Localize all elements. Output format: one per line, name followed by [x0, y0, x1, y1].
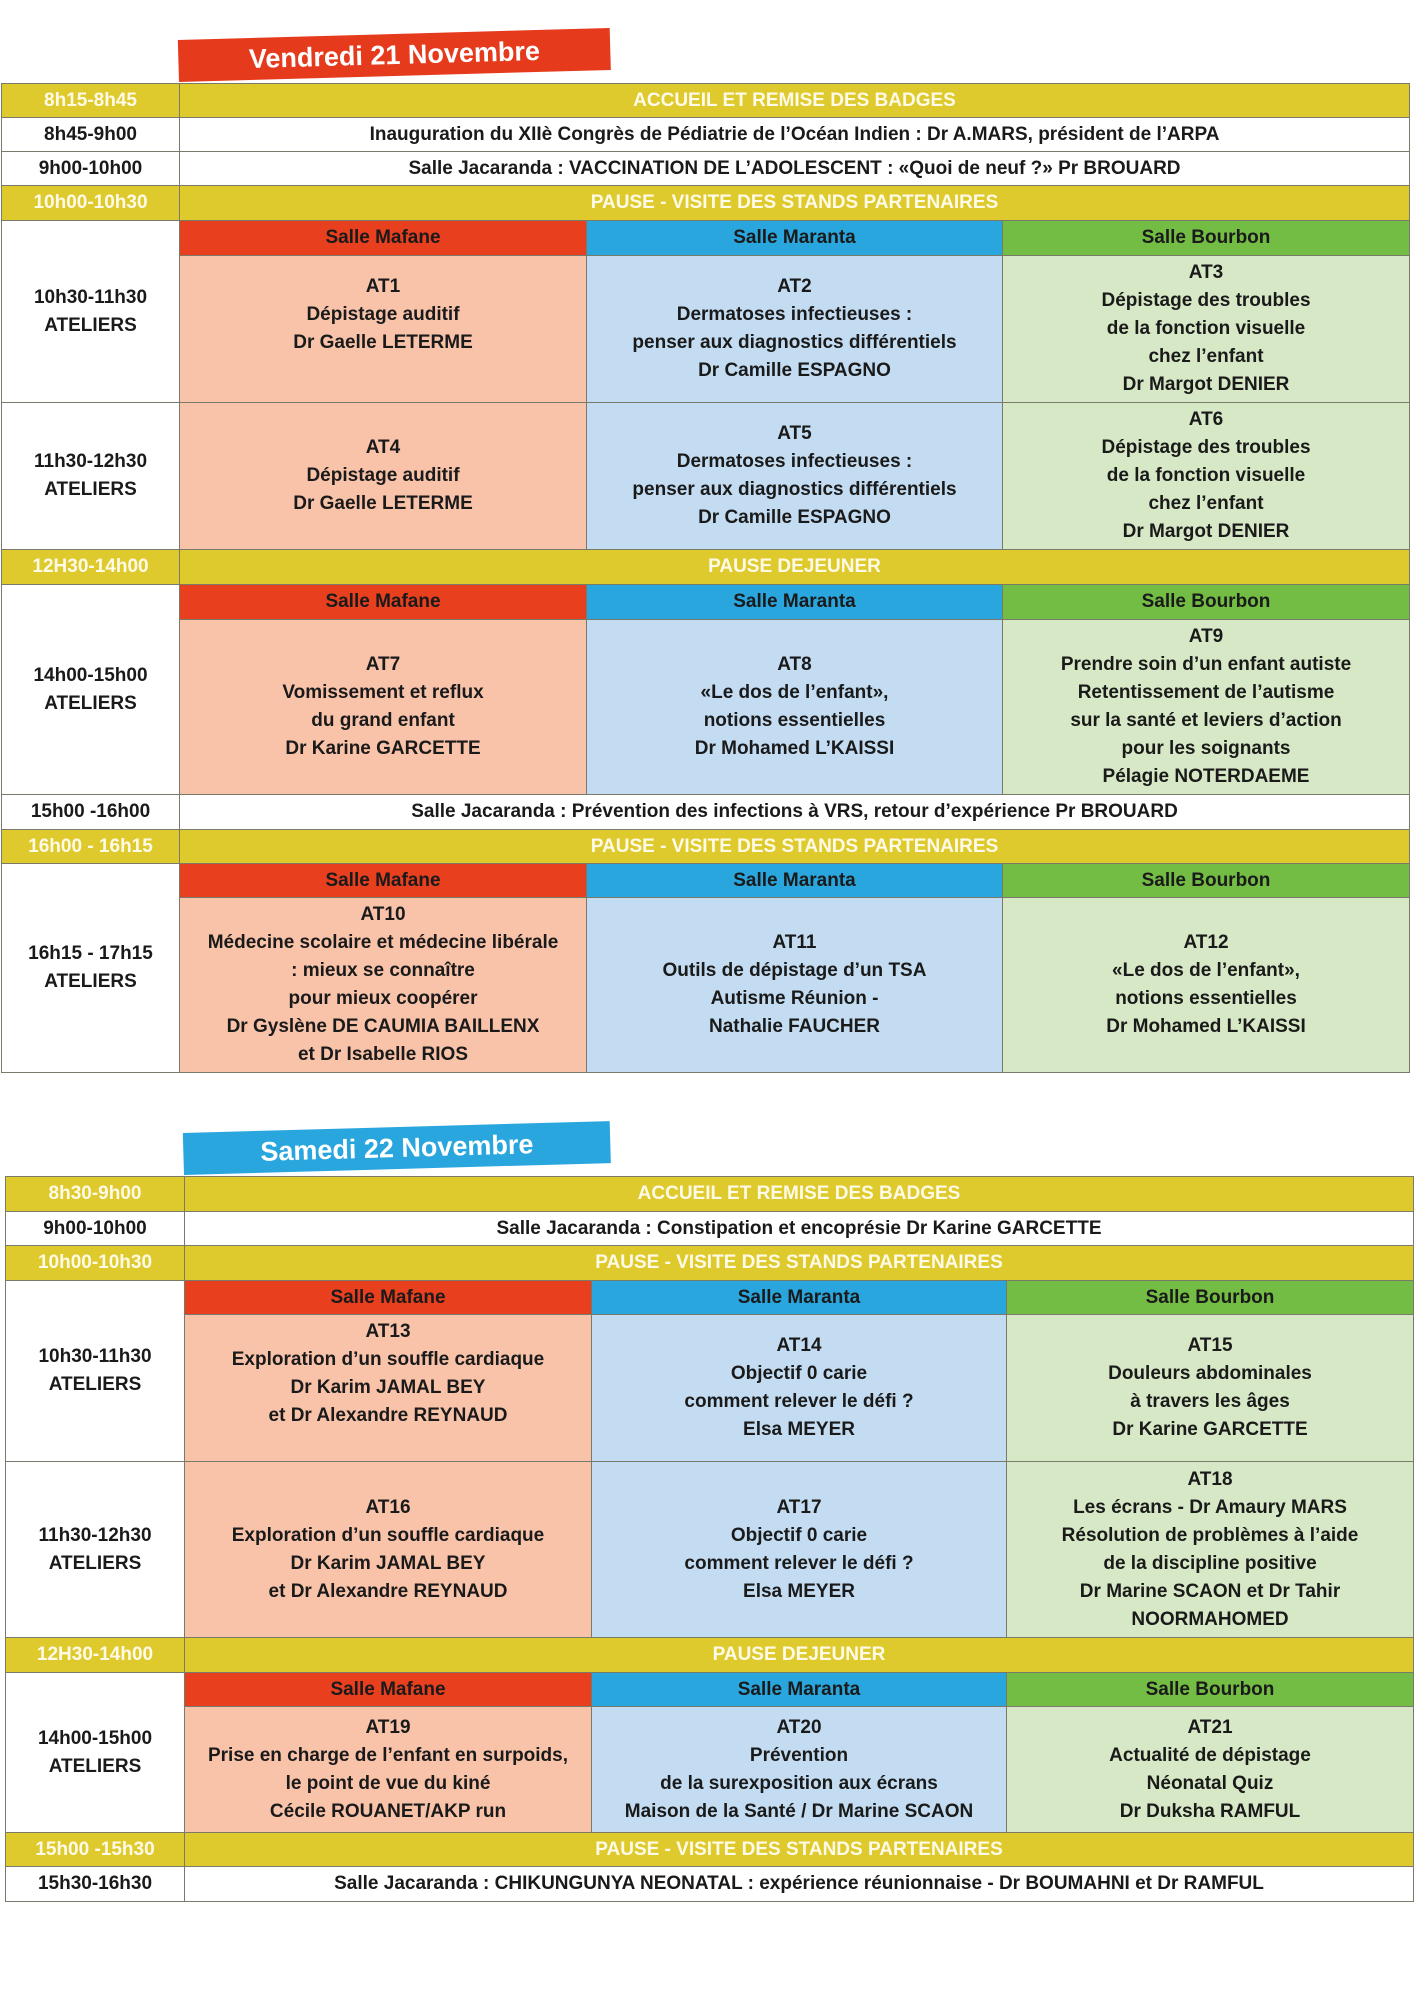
workshop-speaker: et Dr Alexandre REYNAUD	[268, 1580, 508, 1602]
workshop-cell	[587, 620, 1003, 795]
workshop-speaker: Dr Gyslène DE CAUMIA BAILLENX	[226, 1016, 540, 1037]
workshop-line: Retentissement de l’autisme	[1077, 682, 1335, 703]
room-header-bourbon: Salle Bourbon	[1003, 585, 1410, 620]
workshop-line: Exploration d’un souffle cardiaque	[231, 1349, 545, 1370]
workshop-code: AT16	[365, 1496, 411, 1518]
workshop-code: AT4	[365, 437, 401, 458]
workshop-line: sur la santé et leviers d’action	[1070, 710, 1342, 731]
workshop-line: pour les soignants	[1121, 738, 1291, 759]
workshop-line: comment relever le défi ?	[684, 1391, 914, 1412]
saturday-banner-label: Samedi 22 Novembre	[259, 1128, 534, 1167]
schedule-row	[2, 152, 1410, 186]
time-cell: 8h15-8h45	[2, 84, 180, 118]
time-label: 10h30-11h30	[33, 286, 148, 308]
workshop-line: Prendre soin d’un enfant autiste	[1060, 654, 1352, 675]
workshop-cell	[1003, 403, 1410, 550]
workshop-code: AT6	[1188, 409, 1224, 430]
workshop-line: Dépistage des troubles	[1101, 290, 1311, 311]
workshop-speaker: Maison de la Santé / Dr Marine SCAON	[624, 1800, 974, 1822]
session-title: PAUSE DEJEUNER	[185, 1638, 1414, 1673]
room-header-maranta: Salle Maranta	[592, 1281, 1007, 1315]
room-header-row	[6, 1673, 1414, 1707]
time-cell: 9h00-10h00	[6, 1212, 185, 1246]
workshop-speaker: Dr Karine GARCETTE	[285, 738, 481, 759]
workshop-line: Prise en charge de l’enfant en surpoids,	[207, 1744, 569, 1766]
workshop-speaker: Dr Karim JAMAL BEY	[290, 1377, 486, 1398]
ateliers-label: ATELIERS	[48, 1374, 142, 1395]
workshop-speaker: Dr Duksha RAMFUL	[1119, 1800, 1301, 1822]
workshop-code: AT15	[1187, 1335, 1233, 1356]
workshop-code: AT19	[365, 1716, 411, 1738]
session-title: PAUSE DEJEUNER	[180, 550, 1410, 585]
workshop-code: AT3	[1188, 262, 1224, 283]
workshop-line: Médecine scolaire et médecine libérale	[207, 932, 559, 953]
workshop-cell	[1007, 1462, 1414, 1638]
workshop-speaker: Dr Camille ESPAGNO	[698, 507, 891, 528]
workshop-speaker: Dr Mohamed L’KAISSI	[1106, 1016, 1306, 1037]
workshop-speaker: et Dr Isabelle RIOS	[297, 1044, 468, 1065]
time-cell	[2, 403, 180, 550]
workshop-row	[6, 1707, 1414, 1833]
schedule-row	[2, 795, 1410, 830]
schedule-row	[2, 830, 1410, 864]
room-header-bourbon: Salle Bourbon	[1007, 1281, 1414, 1315]
time-cell: 8h45-9h00	[2, 118, 180, 152]
workshop-code: AT18	[1187, 1468, 1233, 1490]
workshop-speaker: Dr Karine GARCETTE	[1112, 1419, 1308, 1440]
session-title: ACCUEIL ET REMISE DES BADGES	[180, 84, 1410, 118]
workshop-row	[2, 403, 1410, 550]
room-header-mafane: Salle Mafane	[180, 585, 587, 620]
room-header-row	[2, 585, 1410, 620]
workshop-cell	[185, 1707, 592, 1833]
workshop-code: AT9	[1188, 626, 1224, 647]
workshop-line: le point de vue du kiné	[285, 1772, 491, 1794]
time-cell	[6, 1462, 185, 1638]
session-title: PAUSE - VISITE DES STANDS PARTENAIRES	[185, 1833, 1414, 1867]
workshop-row	[6, 1462, 1414, 1638]
session-title: ACCUEIL ET REMISE DES BADGES	[185, 1177, 1414, 1212]
time-label: 10h30-11h30	[38, 1346, 152, 1367]
workshop-line: Dermatoses infectieuses :	[676, 304, 913, 325]
workshop-line: Résolution de problèmes à l’aide	[1061, 1524, 1359, 1546]
time-cell: 15h00 -16h00	[2, 795, 180, 830]
workshop-code: AT10	[360, 904, 406, 925]
room-header-bourbon: Salle Bourbon	[1003, 864, 1410, 898]
workshop-cell	[592, 1462, 1007, 1638]
workshop-speaker: Dr Karim JAMAL BEY	[290, 1552, 486, 1574]
workshop-line: notions essentielles	[1115, 988, 1297, 1009]
session-title: PAUSE - VISITE DES STANDS PARTENAIRES	[180, 830, 1410, 864]
time-cell	[6, 1281, 185, 1462]
time-cell	[6, 1673, 185, 1833]
workshop-cell	[1003, 898, 1410, 1073]
workshop-line: de la fonction visuelle	[1106, 318, 1306, 339]
session-title: PAUSE - VISITE DES STANDS PARTENAIRES	[180, 186, 1410, 221]
ateliers-label: ATELIERS	[44, 971, 137, 992]
workshop-row	[2, 256, 1410, 403]
room-header-maranta: Salle Maranta	[592, 1673, 1007, 1707]
workshop-speaker: Dr Gaelle LETERME	[293, 332, 473, 353]
friday-banner-label: Vendredi 21 Novembre	[248, 35, 541, 74]
workshop-speaker: Nathalie FAUCHER	[708, 1016, 881, 1037]
time-cell: 10h00-10h30	[6, 1246, 185, 1281]
workshop-cell	[180, 256, 587, 403]
workshop-line: Néonatal Quiz	[1146, 1772, 1274, 1794]
workshop-row	[2, 620, 1410, 795]
time-cell: 15h00 -15h30	[6, 1833, 185, 1867]
schedule-row	[6, 1638, 1414, 1673]
time-cell	[2, 864, 180, 1073]
session-title: PAUSE - VISITE DES STANDS PARTENAIRES	[185, 1246, 1414, 1281]
workshop-code: AT7	[365, 654, 401, 675]
workshop-cell	[587, 403, 1003, 550]
workshop-line: pour mieux coopérer	[288, 988, 478, 1009]
time-cell: 12H30-14h00	[2, 550, 180, 585]
session-title: Salle Jacaranda : VACCINATION DE L’ADOLESCENT : «Quoi de neuf ?» Pr BROUARD	[180, 152, 1410, 186]
workshop-line: Objectif 0 carie	[730, 1363, 868, 1384]
workshop-line: Dépistage des troubles	[1101, 437, 1311, 458]
workshop-line: Dépistage auditif	[306, 465, 460, 486]
time-cell: 9h00-10h00	[2, 152, 180, 186]
ateliers-label: ATELIERS	[44, 314, 137, 336]
workshop-line: Actualité de dépistage	[1109, 1744, 1311, 1766]
time-cell	[2, 585, 180, 795]
time-label: 11h30-12h30	[38, 1524, 152, 1546]
schedule-row	[6, 1177, 1414, 1212]
workshop-row	[6, 1315, 1414, 1462]
workshop-line: Outils de dépistage d’un TSA	[662, 960, 927, 981]
workshop-cell	[592, 1315, 1007, 1462]
schedule-row	[2, 118, 1410, 152]
room-header-maranta: Salle Maranta	[587, 221, 1003, 256]
time-cell: 16h00 - 16h15	[2, 830, 180, 864]
session-title: Inauguration du XIIè Congrès de Pédiatrie de l’Océan Indien : Dr A.MARS, président de l’ARPA	[180, 118, 1410, 152]
room-header-mafane: Salle Mafane	[180, 864, 587, 898]
workshop-speaker: Dr Margot DENIER	[1122, 521, 1290, 542]
workshop-line: de la surexposition aux écrans	[660, 1772, 938, 1794]
workshop-code: AT14	[776, 1335, 822, 1356]
workshop-code: AT2	[777, 276, 812, 297]
session-title: Salle Jacaranda : Constipation et encoprésie Dr Karine GARCETTE	[185, 1212, 1414, 1246]
time-cell: 10h00-10h30	[2, 186, 180, 221]
room-header-maranta: Salle Maranta	[587, 585, 1003, 620]
room-header-row	[6, 1281, 1414, 1315]
time-label: 14h00-15h00	[37, 1727, 153, 1749]
workshop-code: AT8	[777, 654, 812, 675]
workshop-line: Dermatoses infectieuses :	[676, 451, 913, 472]
workshop-cell	[587, 256, 1003, 403]
workshop-speaker: Elsa MEYER	[743, 1419, 855, 1440]
workshop-line: de la fonction visuelle	[1106, 465, 1306, 486]
workshop-cell	[180, 403, 587, 550]
workshop-line: Dépistage auditif	[306, 304, 460, 325]
workshop-line: Douleurs abdominales	[1108, 1363, 1312, 1384]
workshop-line: Autisme Réunion -	[710, 988, 879, 1009]
workshop-line: Objectif 0 carie	[730, 1524, 868, 1546]
room-header-bourbon: Salle Bourbon	[1003, 221, 1410, 256]
workshop-cell	[587, 898, 1003, 1073]
workshop-cell	[185, 1315, 592, 1462]
workshop-code: AT17	[776, 1496, 822, 1518]
workshop-speaker: Dr Marine SCAON et Dr Tahir	[1079, 1580, 1341, 1602]
workshop-line: comment relever le défi ?	[684, 1552, 914, 1574]
workshop-speaker: et Dr Alexandre REYNAUD	[268, 1405, 508, 1426]
workshop-line: : mieux se connaître	[291, 960, 475, 981]
time-cell: 12H30-14h00	[6, 1638, 185, 1673]
workshop-line: notions essentielles	[703, 710, 886, 731]
workshop-cell	[185, 1462, 592, 1638]
workshop-cell	[1007, 1707, 1414, 1833]
ateliers-label: ATELIERS	[48, 1552, 142, 1574]
ateliers-label: ATELIERS	[48, 1755, 142, 1777]
workshop-speaker: Dr Gaelle LETERME	[293, 493, 473, 514]
workshop-code: AT11	[772, 932, 817, 953]
room-header-row	[2, 864, 1410, 898]
room-header-mafane: Salle Mafane	[180, 221, 587, 256]
friday-schedule-table	[1, 83, 1410, 1073]
workshop-speaker: Cécile ROUANET/AKP run	[269, 1800, 507, 1822]
workshop-code: AT12	[1183, 932, 1229, 953]
time-label: 11h30-12h30	[33, 451, 148, 472]
schedule-row	[6, 1867, 1414, 1902]
workshop-line: à travers les âges	[1130, 1391, 1290, 1412]
workshop-line: de la discipline positive	[1103, 1552, 1317, 1574]
time-label: 14h00-15h00	[33, 664, 148, 686]
time-cell	[2, 221, 180, 403]
workshop-speaker: Dr Camille ESPAGNO	[698, 360, 891, 381]
session-title: Salle Jacaranda : CHIKUNGUNYA NEONATAL : expérience réunionnaise - Dr BOUMAHNI et Dr RAMFUL	[185, 1867, 1414, 1902]
workshop-speaker: Dr Margot DENIER	[1122, 374, 1290, 395]
workshop-cell	[1003, 620, 1410, 795]
workshop-code: AT5	[777, 423, 812, 444]
workshop-line: chez l’enfant	[1148, 493, 1264, 514]
schedule-row	[2, 186, 1410, 221]
room-header-row	[2, 221, 1410, 256]
workshop-line: Prévention	[749, 1744, 849, 1766]
workshop-cell	[1007, 1315, 1414, 1462]
workshop-line: penser aux diagnostics différentiels	[632, 479, 957, 500]
schedule-row	[2, 84, 1410, 118]
workshop-code: AT13	[365, 1321, 411, 1342]
workshop-line: Exploration d’un souffle cardiaque	[231, 1524, 545, 1546]
workshop-cell	[592, 1707, 1007, 1833]
workshop-code: AT21	[1187, 1716, 1233, 1738]
room-header-mafane: Salle Mafane	[185, 1673, 592, 1707]
workshop-code: AT1	[365, 276, 401, 297]
room-header-bourbon: Salle Bourbon	[1007, 1673, 1414, 1707]
workshop-line: Vomissement et reflux	[282, 682, 484, 703]
workshop-line: «Le dos de l’enfant»,	[1112, 960, 1300, 981]
workshop-line: chez l’enfant	[1148, 346, 1264, 367]
workshop-line: du grand enfant	[311, 710, 455, 731]
time-cell: 8h30-9h00	[6, 1177, 185, 1212]
saturday-schedule-table	[5, 1176, 1414, 1902]
room-header-maranta: Salle Maranta	[587, 864, 1003, 898]
time-cell: 15h30-16h30	[6, 1867, 185, 1902]
workshop-line: Les écrans - Dr Amaury MARS	[1073, 1496, 1347, 1518]
workshop-speaker: Elsa MEYER	[743, 1580, 855, 1602]
workshop-row	[2, 898, 1410, 1073]
schedule-row	[6, 1246, 1414, 1281]
schedule-row	[2, 550, 1410, 585]
room-header-mafane: Salle Mafane	[185, 1281, 592, 1315]
workshop-speaker: NOORMAHOMED	[1131, 1608, 1289, 1630]
workshop-line: penser aux diagnostics différentiels	[632, 332, 957, 353]
friday-banner	[178, 28, 611, 82]
ateliers-label: ATELIERS	[44, 479, 137, 500]
workshop-cell	[180, 620, 587, 795]
workshop-cell	[1003, 256, 1410, 403]
schedule-row	[6, 1212, 1414, 1246]
workshop-code: AT20	[776, 1716, 822, 1738]
workshop-line: «Le dos de l’enfant»,	[700, 682, 889, 703]
saturday-banner	[183, 1121, 611, 1175]
session-title: Salle Jacaranda : Prévention des infections à VRS, retour d’expérience Pr BROUARD	[180, 795, 1410, 830]
schedule-row	[6, 1833, 1414, 1867]
time-label: 16h15 - 17h15	[28, 943, 153, 964]
ateliers-label: ATELIERS	[44, 692, 137, 714]
workshop-speaker: Pélagie NOTERDAEME	[1102, 766, 1310, 787]
workshop-speaker: Dr Mohamed L’KAISSI	[694, 738, 895, 759]
workshop-cell	[180, 898, 587, 1073]
